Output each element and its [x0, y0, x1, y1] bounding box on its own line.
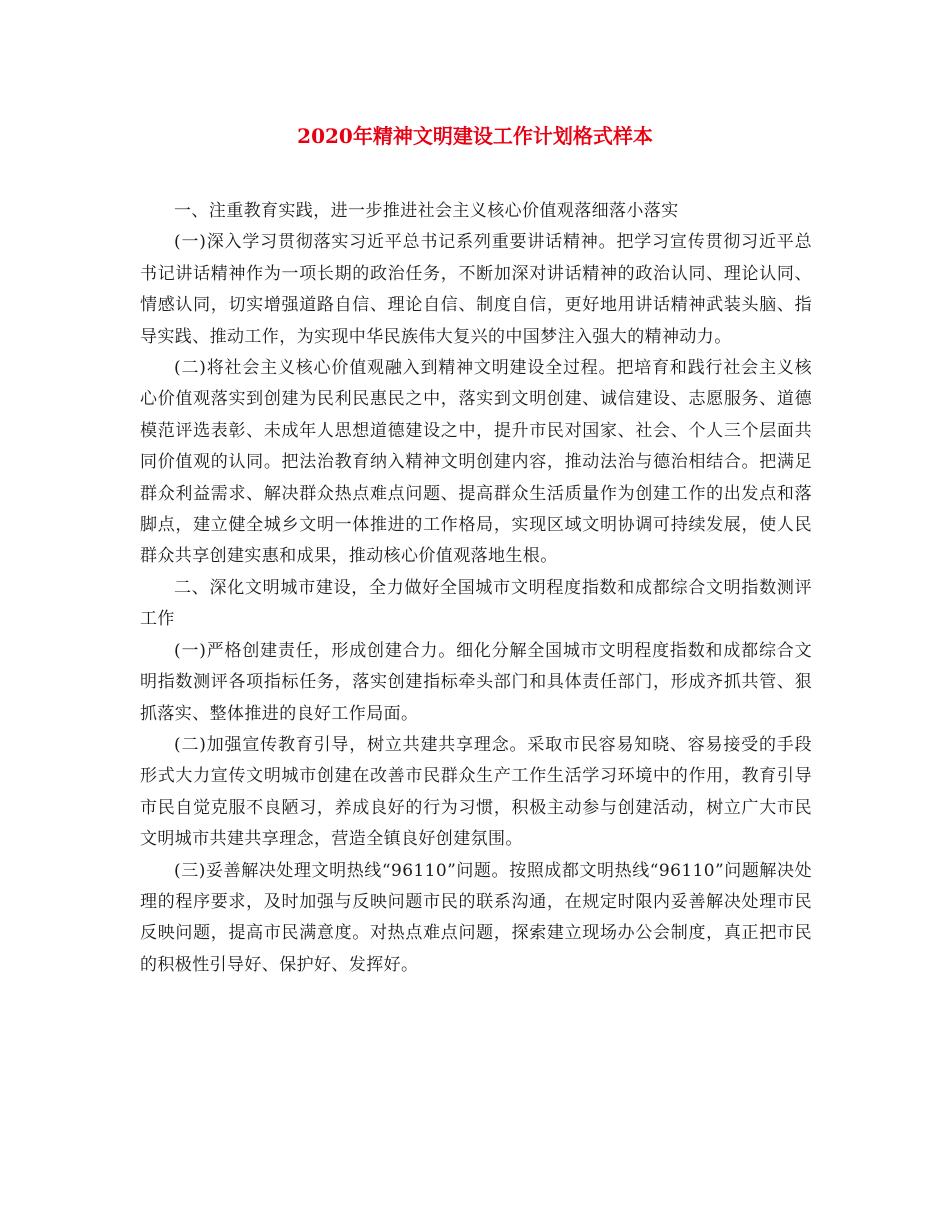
section-heading-2: 二、深化文明城市建设，全力做好全国城市文明程度指数和成都综合文明指数测评工作: [140, 577, 812, 630]
paragraph-1-1: (一)深入学习贯彻落实习近平总书记系列重要讲话精神。把学习宣传贯彻习近平总书记讲话精神作为一项长期的政治任务，不断加深对讲话精神的政治认同、理论认同、情感认同，切实增强道路自信、理论自信、制度自信，更好地用讲话精神武装头脑、指导实践、推动工作，为实现中华民族伟大复兴的中国梦注入强大的精神动力。: [140, 232, 812, 347]
section-heading-1: 一、注重教育实践，进一步推进社会主义核心价值观落细落小落实: [174, 201, 679, 221]
paragraph-2-2: (二)加强宣传教育引导，树立共建共享理念。采取市民容易知晓、容易接受的手段形式大力宣传文明城市创建在改善市民群众生产工作生活学习环境中的作用，教育引导市民自觉克服不良陋习，养成良好的行为习惯，积极主动参与创建活动，树立广大市民文明城市共建共享理念，营造全镇良好创建氛围。: [140, 734, 812, 850]
paragraph-2-3: (三)妥善解决处理文明热线“96110”问题。按照成都文明热线“96110”问题解决处理的程序要求，及时加强与反映问题市民的联系沟通，在规定时限内妥善解决处理市民反映问题，提高市民满意度。对热点难点问题，探索建立现场办公会制度，真正把市民的积极性引导好、保护好、发挥好。: [140, 860, 812, 975]
paragraph-1-2: (二)将社会主义核心价值观融入到精神文明建设全过程。把培育和践行社会主义核心价值观落实到创建为民利民惠民之中，落实到文明创建、诚信建设、志愿服务、道德模范评选表彰、未成年人思想道德建设之中，提升市民对国家、社会、个人三个层面共同价值观的认同。把法治教育纳入精神文明创建内容，推动法治与德治相结合。把满足群众利益需求、解决群众热点难点问题、提高群众生活质量作为创建工作的出发点和落脚点，建立健全城乡文明一体推进的工作格局，实现区域文明协调可持续发展，使人民群众共享创建实惠和成果，推动核心价值观落地生根。: [140, 358, 812, 567]
document-title: 2020年精神文明建设工作计划格式样本: [297, 124, 653, 148]
document-body: [140, 196, 812, 981]
paragraph-2-1: (一)严格创建责任，形成创建合力。细化分解全国城市文明程度指数和成都综合文明指数测评各项指标任务，落实创建指标牵头部门和具体责任部门，形成齐抓共管、狠抓落实、整体推进的良好工作局面。: [140, 640, 812, 724]
